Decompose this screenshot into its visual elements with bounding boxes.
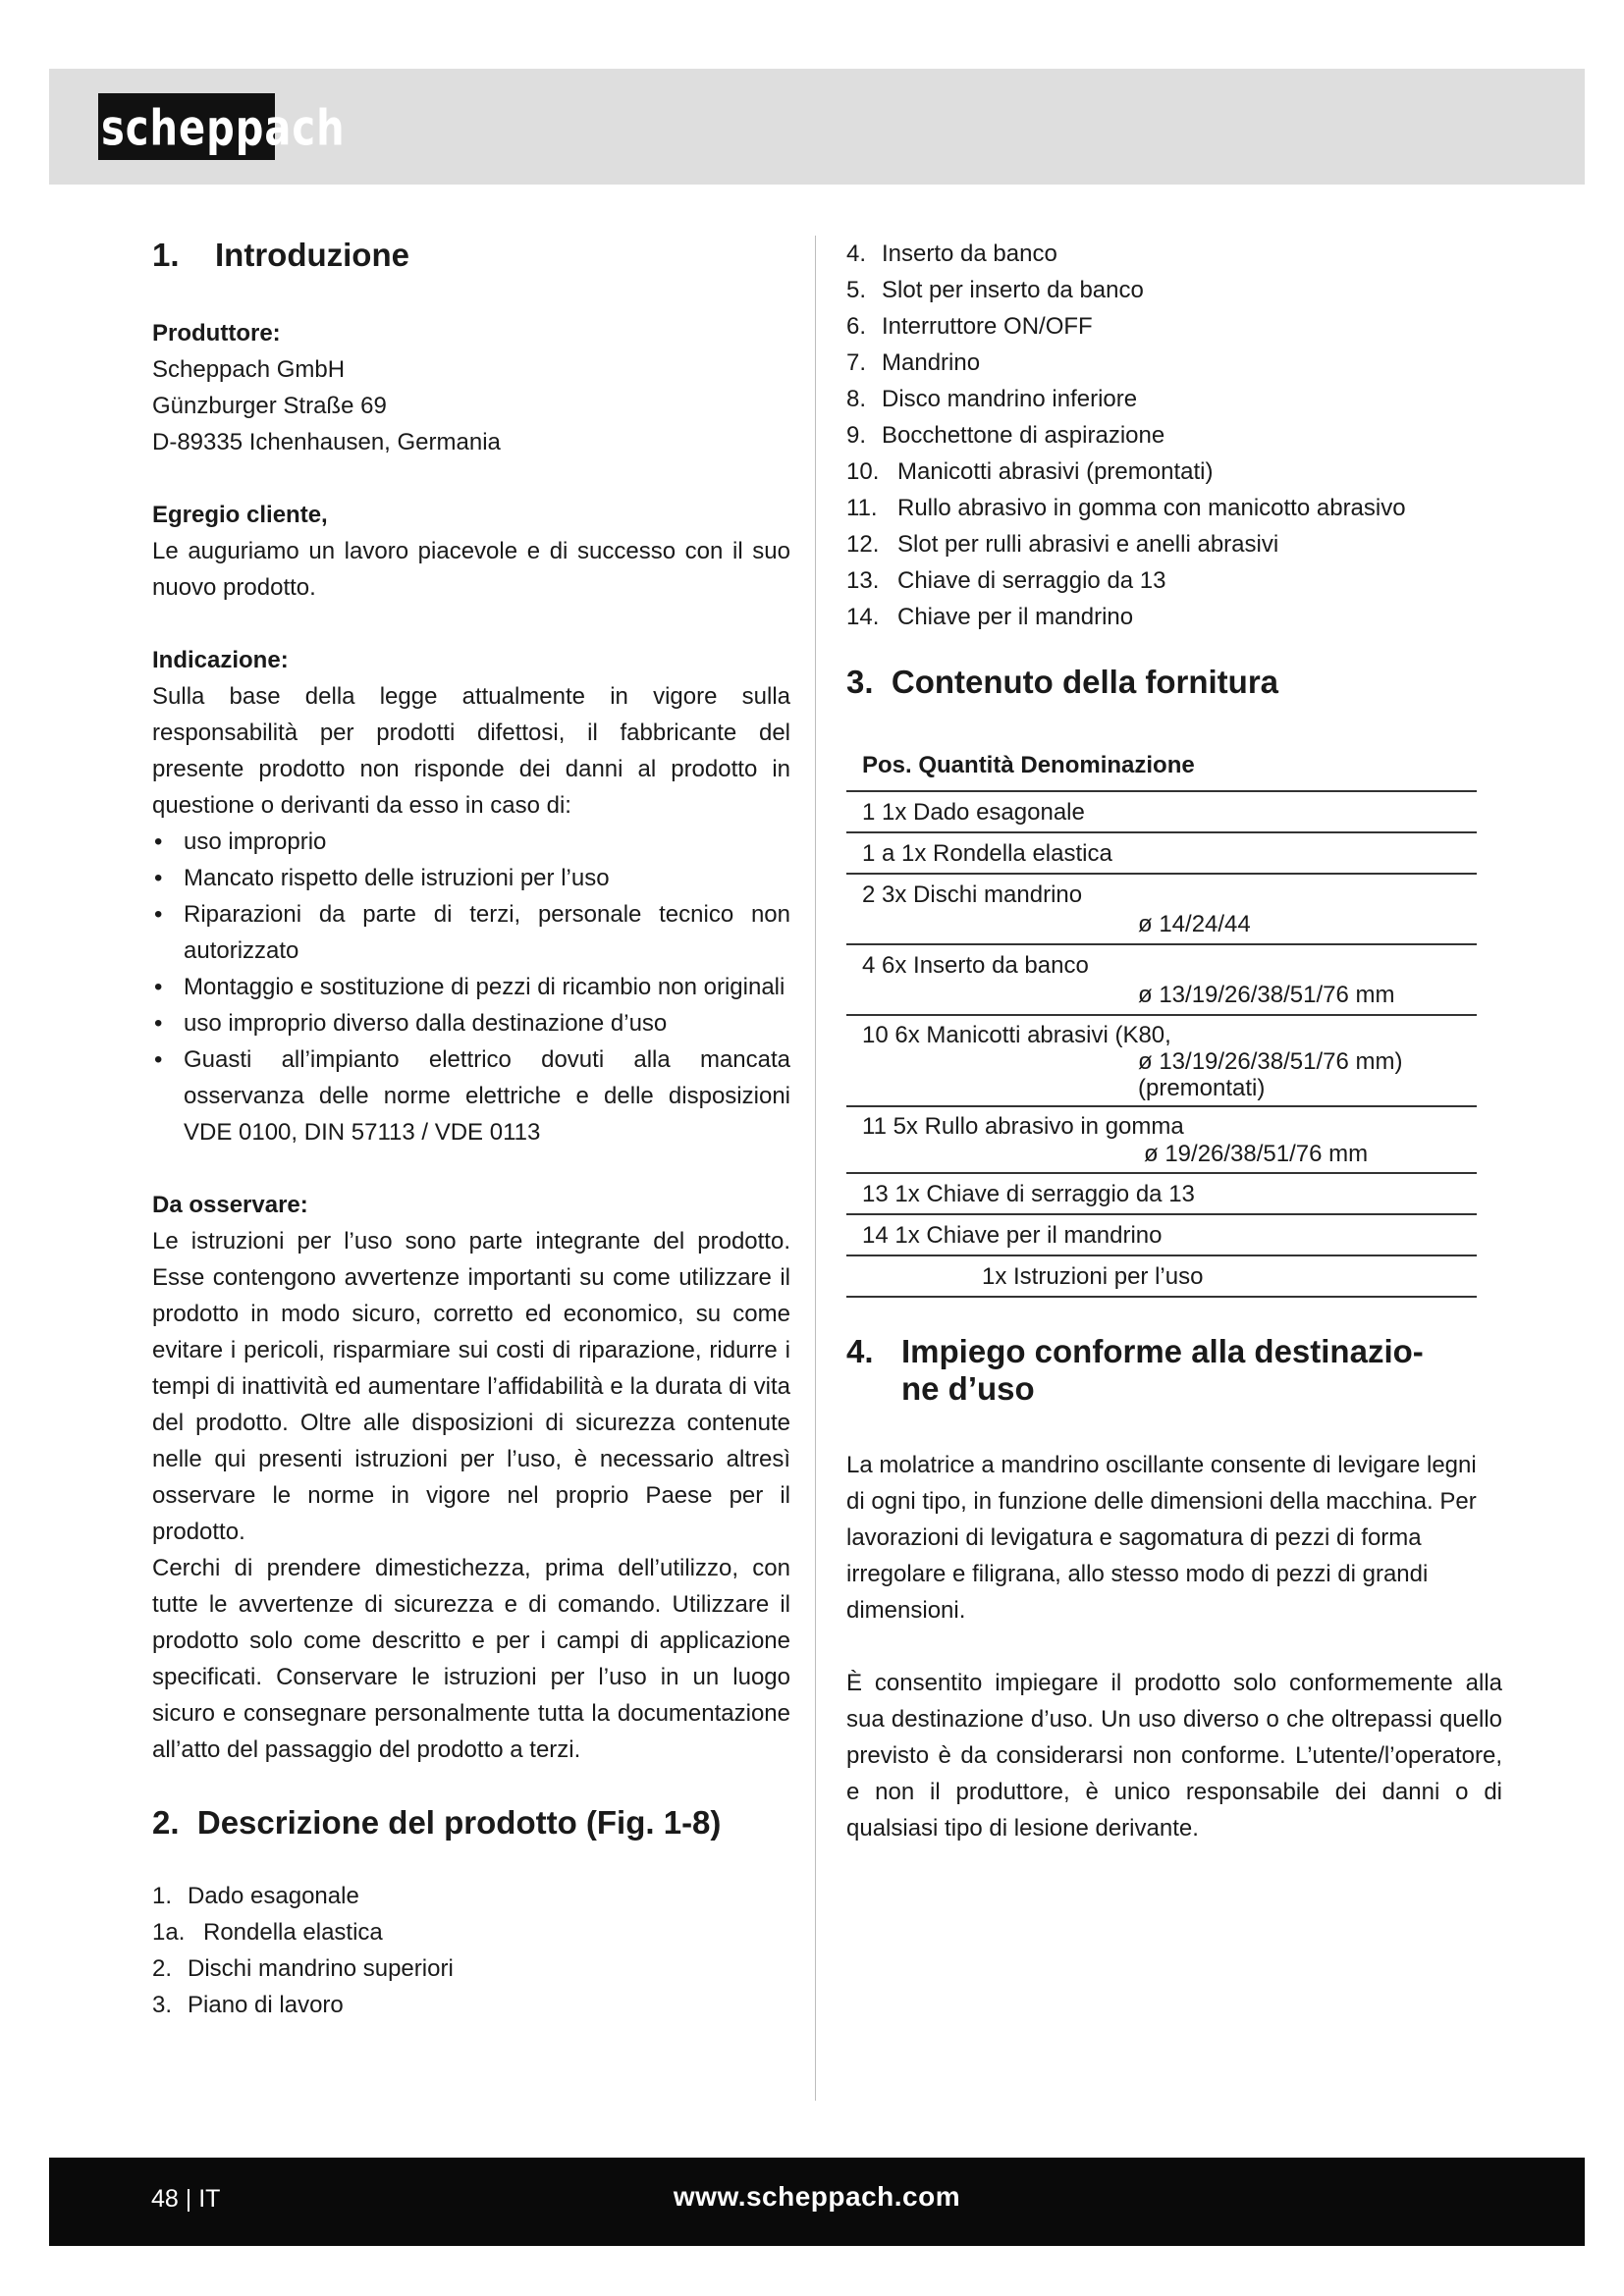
list-item: • uso improprio [152, 824, 790, 860]
address-line: D-89335 Ichenhausen, Germania [152, 429, 501, 455]
indicazione-text: Sulla base della legge attualmente in vigore sulla responsabilità per prodotti difettosi, il fabbricante del presente prodotto non risponde dei danni al prodotto in questione o derivanti da esso in caso di: [152, 683, 790, 819]
scheppach-logo: scheppach [98, 93, 275, 160]
table-row: 14 1x Chiave per il mandrino [846, 1215, 1477, 1256]
list-item: 12. Slot per rulli abrasivi e anelli abrasivi [846, 531, 1279, 558]
indicazione-label: Indicazione: [152, 647, 289, 673]
section-2-heading: 2. Descrizione del prodotto (Fig. 1-8) [152, 1804, 722, 1841]
table-row: 1x Istruzioni per l’uso [846, 1256, 1477, 1298]
usage-paragraph-1: La molatrice a mandrino oscillante consente di levigare legni di ogni tipo, in funzione delle dimensioni della macchina. Per lavorazioni di levigatura e sagomatura di pezzi di forma irregolare e filigrana, allo stesso modo di pezzi di grandi dimensioni. [846, 1452, 1477, 1624]
list-item: 14. Chiave per il mandrino [846, 604, 1134, 630]
list-item: 1. Dado esagonale [152, 1883, 359, 1909]
osservare-label: Da osservare: [152, 1192, 308, 1218]
address-line: Günzburger Straße 69 [152, 393, 387, 419]
list-item: 13. Chiave di serraggio da 13 [846, 567, 1166, 594]
parts-list-continued [846, 236, 1502, 635]
parts-list [152, 1878, 790, 2023]
delivery-contents-table [846, 739, 1477, 1298]
table-row: 4 6x Inserto da banco ø 13/19/26/38/51/76 mm [846, 945, 1477, 1016]
address-line: Scheppach GmbH [152, 356, 346, 383]
table-header: Pos. Quantità Denominazione [846, 739, 1477, 792]
list-item: 7. Mandrino [846, 349, 981, 376]
list-item: 1a. Rondella elastica [152, 1919, 383, 1946]
list-item: 9. Bocchettone di aspirazione [846, 422, 1165, 449]
right-column [846, 236, 1502, 1846]
column-divider [815, 236, 816, 2101]
page-header [49, 69, 1585, 185]
list-item: • Guasti all’impianto elettrico dovuti alla mancata osservanza delle norme elettriche e delle disposizioni VDE 0100, DIN 57113 / VDE 0113 [152, 1041, 790, 1150]
usage-paragraph-2: È consentito impiegare il prodotto solo conformemente alla sua destinazione d’uso. Un uso diverso o che oltrepassi quello previsto è da considerarsi non conforme. L’utente/l’operatore, e non il produttore, è unico responsabile dei danni o di qualsiasi tipo di lesione derivante. [846, 1670, 1502, 1842]
section-3-heading: 3. Contenuto della fornitura [846, 664, 1279, 700]
table-row: 10 6x Manicotti abrasivi (K80, ø 13/19/26/38/51/76 mm) (premontati) [846, 1016, 1477, 1107]
egregio-label: Egregio cliente, [152, 502, 328, 528]
table-row: 1 a 1x Rondella elastica [846, 833, 1477, 875]
list-item: 11. Rullo abrasivo in gomma con manicotto abrasivo [846, 495, 1406, 521]
produttore-label: Produttore: [152, 320, 281, 347]
list-item: 10. Manicotti abrasivi (premontati) [846, 458, 1214, 485]
table-row: 1 1x Dado esagonale [846, 792, 1477, 833]
list-item: 3. Piano di lavoro [152, 1992, 344, 2018]
egregio-text: Le auguriamo un lavoro piacevole e di successo con il suo nuovo prodotto. [152, 538, 790, 601]
osservare-paragraph-2: Cerchi di prendere dimestichezza, prima dell’utilizzo, con tutte le avvertenze di sicurezza e di comando. Utilizzare il prodotto solo come descritto e per i campi di applicazione specificati. Conservare le istruzioni per l’uso in un luogo sicuro e consegnare personalmente tutta la documentazione all’atto del passaggio del prodotto a terzi. [152, 1555, 790, 1763]
page-number: 48 | IT [151, 2185, 221, 2213]
list-item: • uso improprio diverso dalla destinazione d’uso [152, 1005, 790, 1041]
osservare-paragraph-1: Le istruzioni per l’uso sono parte integrante del prodotto. Esse contengono avvertenze importanti su come utilizzare il prodotto in modo sicuro, corretto ed economico, su come evitare i pericoli, risparmiare sui costi di riparazione, ridurre i tempi di inattività ed aumentare l’affidabilità e la durata di vita del prodotto. Oltre alle disposizioni di sicurezza contenute nelle qui presenti istruzioni per l’uso, è necessario altresì osservare le norme in vigore nel proprio Paese per il prodotto. [152, 1228, 790, 1545]
table-row: 2 3x Dischi mandrino ø 14/24/44 [846, 875, 1477, 945]
list-item: 2. Dischi mandrino superiori [152, 1955, 454, 1982]
list-item: 4. Inserto da banco [846, 240, 1057, 267]
table-row: 13 1x Chiave di serraggio da 13 [846, 1174, 1477, 1215]
section-1-heading: 1. Introduzione [152, 237, 409, 273]
page-footer [49, 2158, 1585, 2246]
section-4-heading: 4. Impiego conforme alla destinazio- ne d’uso [846, 1333, 1424, 1407]
list-item: • Mancato rispetto delle istruzioni per l’uso [152, 860, 790, 896]
list-item: • Riparazioni da parte di terzi, personale tecnico non autorizzato [152, 896, 790, 969]
list-item: 5. Slot per inserto da banco [846, 277, 1144, 303]
website-link[interactable]: www.scheppach.com [673, 2181, 961, 2212]
list-item: 8. Disco mandrino inferiore [846, 386, 1138, 412]
list-item: • Montaggio e sostituzione di pezzi di ricambio non originali [152, 969, 790, 1005]
table-row: 11 5x Rullo abrasivo in gomma ø 19/26/38/51/76 mm [846, 1107, 1477, 1174]
left-column [152, 236, 790, 2023]
list-item: 6. Interruttore ON/OFF [846, 313, 1093, 340]
liability-list [152, 824, 790, 1150]
